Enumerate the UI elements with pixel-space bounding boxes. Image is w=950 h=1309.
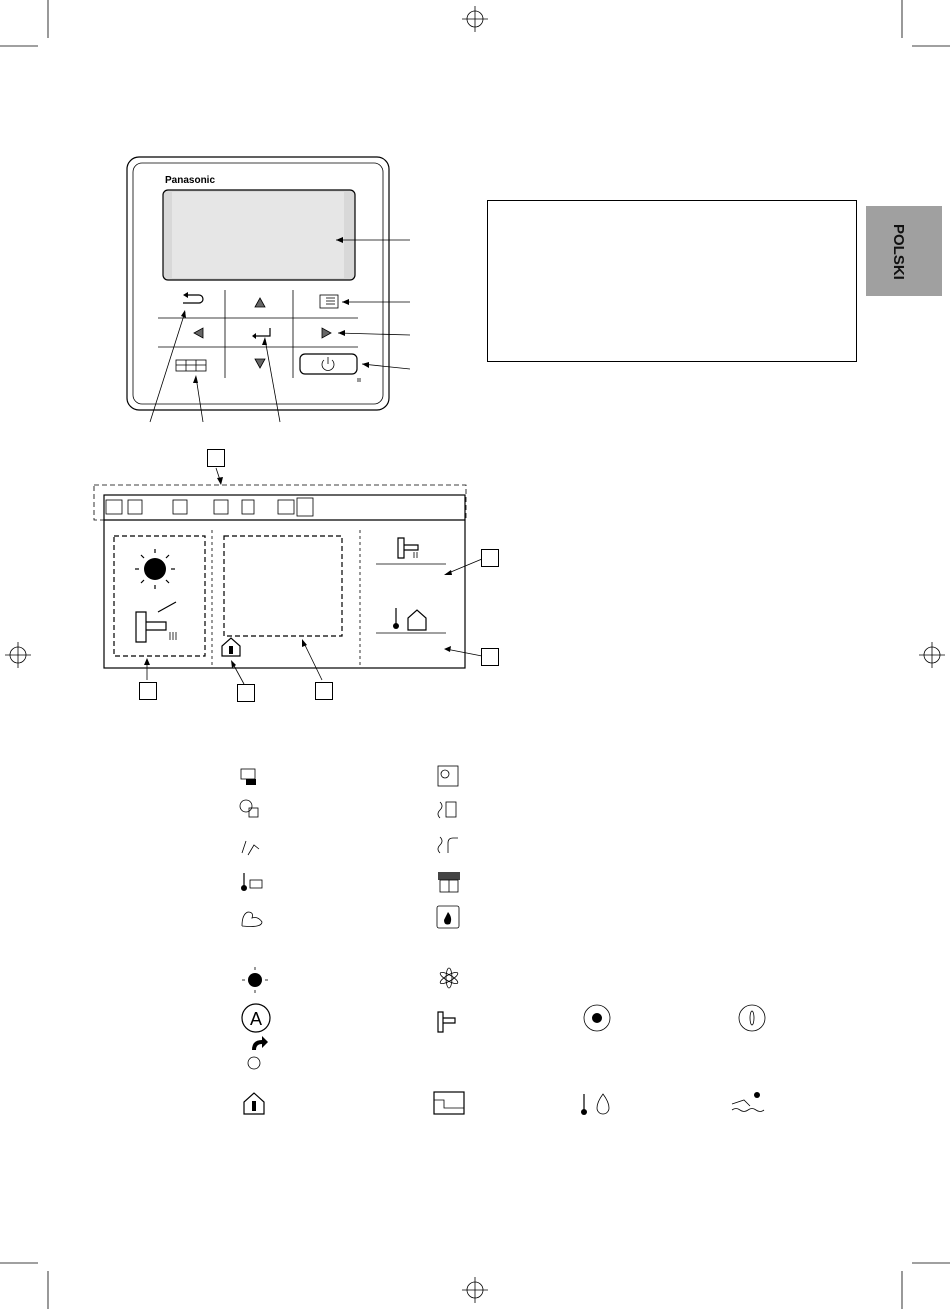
heat-icon <box>242 967 268 993</box>
marker-square <box>139 682 157 700</box>
marker-square <box>315 682 333 700</box>
up-button <box>255 298 265 307</box>
icon-legend <box>0 740 950 1140</box>
auto-cool-icon <box>739 1005 765 1031</box>
buffer-tank-icon <box>434 1092 464 1114</box>
enter-button <box>254 328 270 336</box>
boiler-icon <box>437 906 459 928</box>
brand-logo: Panasonic <box>165 175 216 186</box>
down-button <box>255 359 265 368</box>
tank-icon <box>438 1012 455 1032</box>
registration-mark-bottom <box>462 1277 488 1303</box>
monitor-icon <box>438 766 458 786</box>
water-temp-icon <box>581 1094 609 1115</box>
svg-text:A: A <box>249 1009 263 1029</box>
room-thermostat-icon <box>241 873 262 891</box>
heat-pump-icon <box>438 837 458 853</box>
description-box <box>487 200 857 362</box>
powerful-icon <box>242 912 262 927</box>
solar-icon <box>438 872 460 892</box>
quiet-mode-icon <box>242 841 259 855</box>
right-button <box>322 328 331 338</box>
left-button <box>194 328 203 338</box>
marker-square <box>481 648 499 666</box>
weekly-timer-icon <box>240 800 258 817</box>
auto-heat-icon <box>584 1005 610 1031</box>
heater-icon <box>438 802 456 818</box>
calendar-timer-icon <box>241 769 256 785</box>
power-button <box>300 354 357 374</box>
external-switch-icon <box>248 1036 268 1069</box>
main-screen-outline <box>104 495 465 668</box>
pool-icon <box>732 1092 764 1112</box>
marker-square <box>237 684 255 702</box>
auto-icon <box>242 1004 270 1032</box>
quick-menu-button <box>176 360 206 371</box>
cool-icon <box>439 968 459 988</box>
menu-button <box>320 295 338 308</box>
language-tab-label: POLSKI <box>890 224 907 280</box>
marker-square <box>481 549 499 567</box>
house-thermometer-icon <box>244 1093 264 1114</box>
marker-square <box>207 449 225 467</box>
